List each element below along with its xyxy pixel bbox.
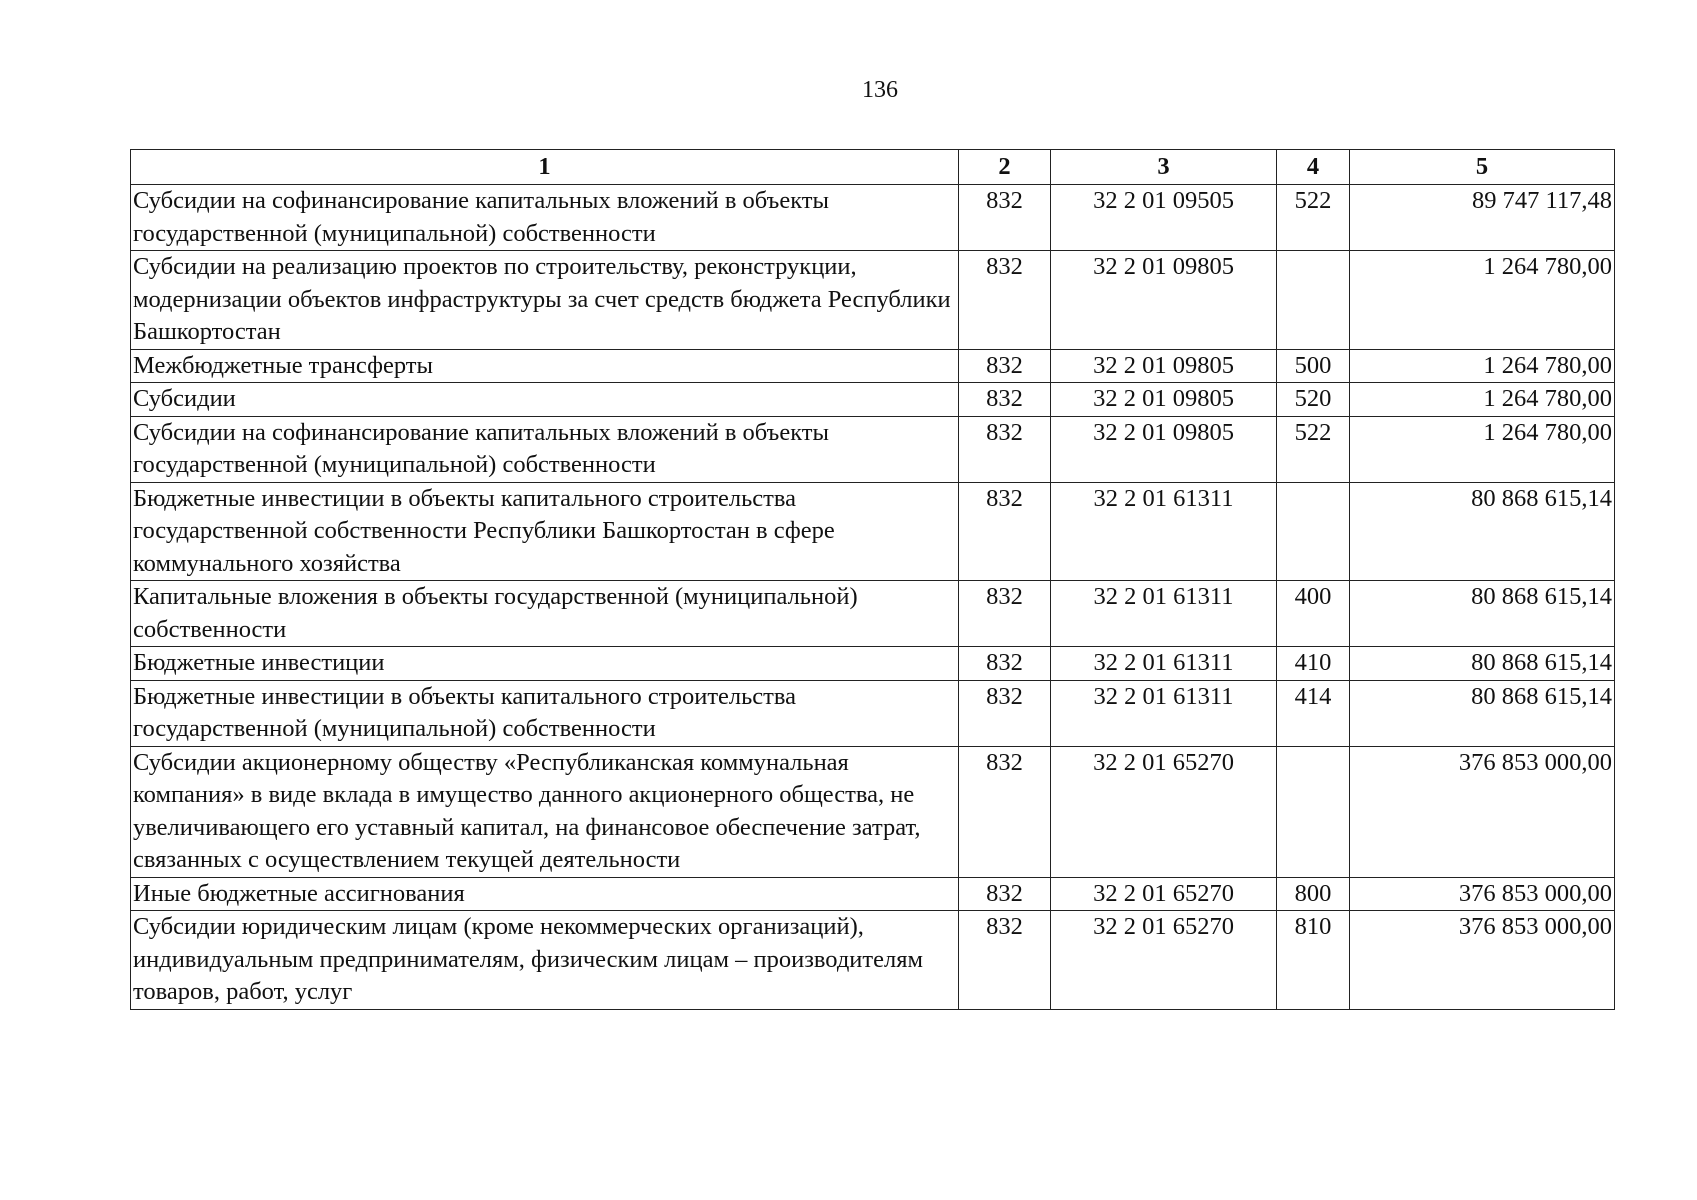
row-name: Иные бюджетные ассигнования <box>131 877 959 911</box>
row-amount: 80 868 615,14 <box>1350 482 1615 581</box>
row-expense-type: 522 <box>1277 416 1350 482</box>
row-expense-type: 800 <box>1277 877 1350 911</box>
table-row <box>131 185 1615 251</box>
table-row <box>131 877 1615 911</box>
row-target-code: 32 2 01 09805 <box>1051 383 1277 417</box>
table-row <box>131 581 1615 647</box>
row-name: Межбюджетные трансферты <box>131 349 959 383</box>
column-header-1: 1 <box>131 150 959 185</box>
row-admin-code: 832 <box>959 349 1051 383</box>
row-expense-type: 400 <box>1277 581 1350 647</box>
row-name: Субсидии <box>131 383 959 417</box>
row-target-code: 32 2 01 61311 <box>1051 581 1277 647</box>
row-name: Капитальные вложения в объекты государственной (муниципальной) собственности <box>131 581 959 647</box>
row-expense-type <box>1277 482 1350 581</box>
row-name: Субсидии на реализацию проектов по строительству, реконструкции, модернизации объектов инфраструктуры за счет средств бюджета Республики Башкортостан <box>131 251 959 350</box>
table-row <box>131 416 1615 482</box>
row-admin-code: 832 <box>959 746 1051 877</box>
row-admin-code: 832 <box>959 383 1051 417</box>
row-name: Субсидии на софинансирование капитальных вложений в объекты государственной (муниципальной) собственности <box>131 185 959 251</box>
budget-table <box>130 149 1615 1010</box>
row-target-code: 32 2 01 65270 <box>1051 746 1277 877</box>
row-admin-code: 832 <box>959 185 1051 251</box>
table-row <box>131 251 1615 350</box>
row-admin-code: 832 <box>959 482 1051 581</box>
row-admin-code: 832 <box>959 251 1051 350</box>
row-name: Субсидии юридическим лицам (кроме некоммерческих организаций), индивидуальным предпринимателям, физическим лицам – производителям товаров, работ, услуг <box>131 911 959 1010</box>
column-header-5: 5 <box>1350 150 1615 185</box>
row-amount: 376 853 000,00 <box>1350 911 1615 1010</box>
table-row <box>131 746 1615 877</box>
row-target-code: 32 2 01 61311 <box>1051 680 1277 746</box>
row-expense-type: 810 <box>1277 911 1350 1010</box>
row-expense-type: 522 <box>1277 185 1350 251</box>
row-amount: 1 264 780,00 <box>1350 383 1615 417</box>
row-amount: 1 264 780,00 <box>1350 349 1615 383</box>
row-admin-code: 832 <box>959 680 1051 746</box>
table-header-row <box>131 150 1615 185</box>
row-target-code: 32 2 01 09805 <box>1051 349 1277 383</box>
row-admin-code: 832 <box>959 647 1051 681</box>
row-name: Субсидии на софинансирование капитальных вложений в объекты государственной (муниципальной) собственности <box>131 416 959 482</box>
row-name: Бюджетные инвестиции в объекты капитального строительства государственной (муниципальной) собственности <box>131 680 959 746</box>
row-amount: 89 747 117,48 <box>1350 185 1615 251</box>
table-row <box>131 383 1615 417</box>
row-amount: 1 264 780,00 <box>1350 416 1615 482</box>
table-row <box>131 680 1615 746</box>
row-amount: 80 868 615,14 <box>1350 647 1615 681</box>
row-target-code: 32 2 01 09805 <box>1051 416 1277 482</box>
table-row <box>131 647 1615 681</box>
row-expense-type <box>1277 251 1350 350</box>
row-expense-type: 414 <box>1277 680 1350 746</box>
column-header-2: 2 <box>959 150 1051 185</box>
row-amount: 80 868 615,14 <box>1350 680 1615 746</box>
row-amount: 1 264 780,00 <box>1350 251 1615 350</box>
row-admin-code: 832 <box>959 911 1051 1010</box>
row-name: Субсидии акционерному обществу «Республиканская коммунальная компания» в виде вклада в имущество данного акционерного общества, не увеличивающего его уставный капитал, на финансовое обеспечение затрат, связанных с осуществлением текущей деятельности <box>131 746 959 877</box>
row-amount: 376 853 000,00 <box>1350 877 1615 911</box>
row-target-code: 32 2 01 65270 <box>1051 877 1277 911</box>
row-target-code: 32 2 01 09505 <box>1051 185 1277 251</box>
row-target-code: 32 2 01 09805 <box>1051 251 1277 350</box>
row-admin-code: 832 <box>959 581 1051 647</box>
row-expense-type: 520 <box>1277 383 1350 417</box>
row-target-code: 32 2 01 65270 <box>1051 911 1277 1010</box>
table-row <box>131 911 1615 1010</box>
row-expense-type: 410 <box>1277 647 1350 681</box>
row-name: Бюджетные инвестиции <box>131 647 959 681</box>
row-target-code: 32 2 01 61311 <box>1051 482 1277 581</box>
column-header-3: 3 <box>1051 150 1277 185</box>
row-expense-type: 500 <box>1277 349 1350 383</box>
row-amount: 376 853 000,00 <box>1350 746 1615 877</box>
row-name: Бюджетные инвестиции в объекты капитального строительства государственной собственности Республики Башкортостан в сфере коммунального хозяйства <box>131 482 959 581</box>
table-row <box>131 482 1615 581</box>
row-admin-code: 832 <box>959 877 1051 911</box>
row-admin-code: 832 <box>959 416 1051 482</box>
row-target-code: 32 2 01 61311 <box>1051 647 1277 681</box>
column-header-4: 4 <box>1277 150 1350 185</box>
row-amount: 80 868 615,14 <box>1350 581 1615 647</box>
table-row <box>131 349 1615 383</box>
row-expense-type <box>1277 746 1350 877</box>
page-number: 136 <box>862 77 898 103</box>
